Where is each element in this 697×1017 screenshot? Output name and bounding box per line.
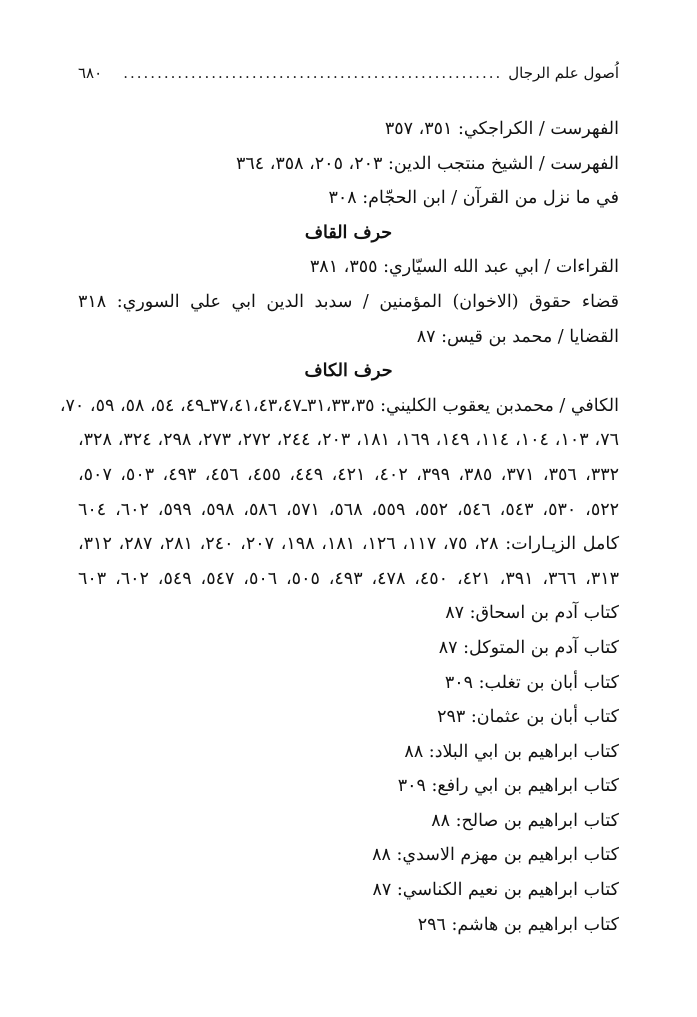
index-entry: كتاب ابراهيم بن هاشم: ٢٩٦ <box>417 914 619 935</box>
index-content <box>59 112 620 942</box>
index-entry: كتاب أبان بن عثمان: ٢٩٣ <box>437 707 619 728</box>
section-heading: حرف الكاف <box>304 361 393 382</box>
index-entry: قضاء حقوق (الاخوان) المؤمنين / سدبد الدين ابي علي السوري: ٣١٨ <box>78 291 619 312</box>
index-entry-continuation: ٧٦، ١٠٣، ١٠٤، ١١٤، ١٤٩، ١٦٩، ١٨١، ٢٠٣، ٢٤٤، ٢٧٢، ٢٧٣، ٢٩٨، ٣٢٤، ٣٢٨، <box>78 430 620 451</box>
index-entry: كتاب ابراهيم بن صالح: ٨٨ <box>431 810 619 831</box>
header-leader-dots: ........................................................ <box>123 64 503 82</box>
index-entry: كتاب ابراهيم بن ابي رافع: ٣٠٩ <box>397 776 619 797</box>
index-entry: كتاب آدم بن المتوكل: ٨٧ <box>438 637 619 658</box>
index-entry: كتاب ابراهيم بن ابي البلاد: ٨٨ <box>404 741 619 762</box>
index-entry: كتاب ابراهيم بن مهزم الاسدي: ٨٨ <box>372 845 619 866</box>
running-header <box>78 64 619 82</box>
index-entry: القراءات / ابي عبد الله السيّاري: ٣٥٥، ٣٨١ <box>309 257 619 278</box>
index-entry: الكافي / محمدبن يعقوب الكليني: ٣١،٣٣،٣٥ـ٣٧،٤١،٤٣،٤٧ـ٤٩، ٥٤، ٥٨، ٥٩، ٧٠، <box>59 395 619 416</box>
index-entry: كتاب ابراهيم بن نعيم الكناسي: ٨٧ <box>372 880 619 901</box>
index-entry: كتاب آدم بن اسحاق: ٨٧ <box>445 603 619 624</box>
section-heading: حرف القاف <box>304 222 393 243</box>
index-entry-continuation: ٥٢٢، ٥٣٠، ٥٤٣، ٥٤٦، ٥٥٢، ٥٥٩، ٥٦٨، ٥٧١، ٥٨٦، ٥٩٨، ٥٩٩، ٦٠٢، ٦٠٤ <box>78 499 620 520</box>
index-entry: كامل الزيـارات: ٢٨، ٧٥، ١١٧، ١٢٦، ١٨١، ١٩٨، ٢٠٧، ٢٤٠، ٢٨١، ٢٨٧، ٣١٢، <box>78 534 620 555</box>
index-entry: الفهرست / الكراجكي: ٣٥١، ٣٥٧ <box>384 119 619 139</box>
index-entry: القضايا / محمد بن قيس: ٨٧ <box>416 326 619 347</box>
index-entry-continuation: ٣٣٢، ٣٥٦، ٣٧١، ٣٨٥، ٣٩٩، ٤٠٢، ٤٢١، ٤٤٩، ٤٥٥، ٤٥٦، ٤٩٣، ٥٠٣، ٥٠٧، <box>78 464 620 485</box>
header-title: اُصول علم الرجال <box>508 64 619 82</box>
index-entry: في ما نزل من القرآن / ابن الحجّام: ٣٠٨ <box>328 188 619 209</box>
page-number: ٦٨٠ <box>78 64 103 82</box>
index-entry: كتاب أبان بن تغلب: ٣٠٩ <box>444 672 619 693</box>
index-entry: الفهرست / الشيخ منتجب الدين: ٢٠٣، ٢٠٥، ٣٥٨، ٣٦٤ <box>235 153 619 174</box>
index-entry-continuation: ٣١٣، ٣٦٦، ٣٩١، ٤٢١، ٤٥٠، ٤٧٨، ٤٩٣، ٥٠٥، ٥٠٦، ٥٤٧، ٥٤٩، ٦٠٢، ٦٠٣ <box>78 568 620 589</box>
